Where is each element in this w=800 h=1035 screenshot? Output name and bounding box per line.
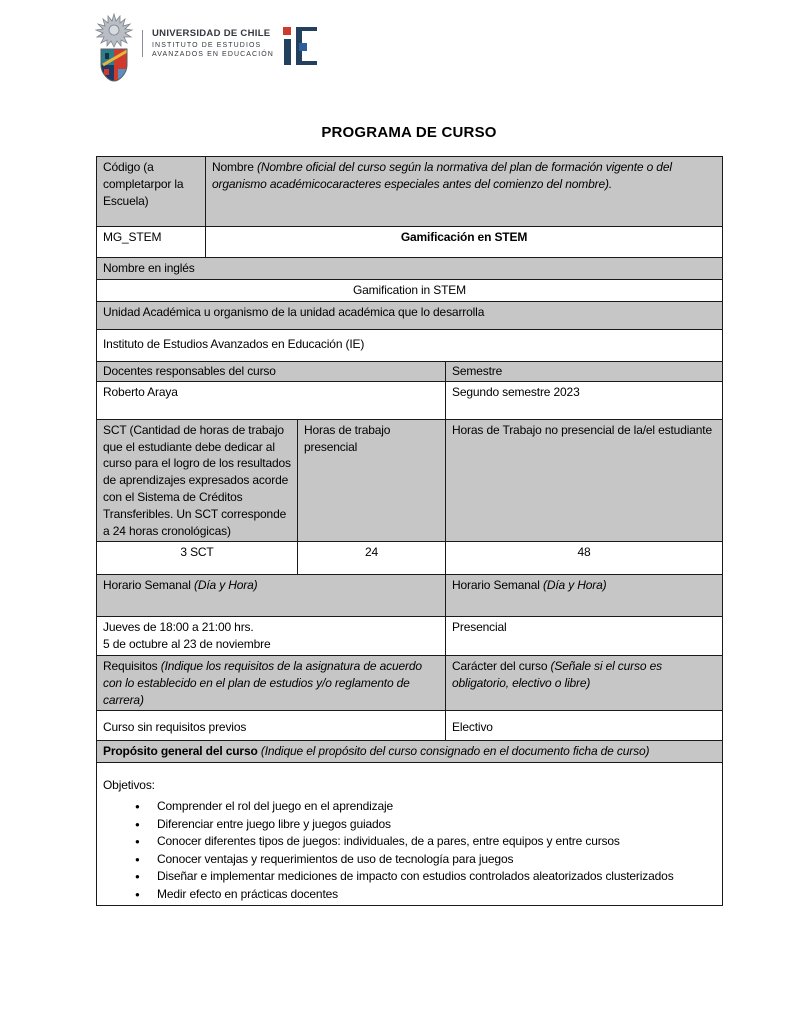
caracter-value: Electivo xyxy=(452,719,493,734)
bullet-icon: ● xyxy=(135,854,140,864)
objective-text: Medir efecto en prácticas docentes xyxy=(157,886,338,901)
codigo-value-cell xyxy=(97,227,206,258)
ie-logo-icon xyxy=(283,27,323,69)
proposito-value-cell xyxy=(97,763,723,906)
horas-no-presencial-value-cell xyxy=(446,542,723,575)
nombre-value-cell xyxy=(206,227,723,258)
horario-izquierda-value-line1: Jueves de 18:00 a 21:00 hrs. xyxy=(103,620,254,635)
requisitos-value-cell xyxy=(97,711,446,741)
horas-presencial-value-cell xyxy=(298,542,446,575)
horas-no-presencial-header-cell xyxy=(446,419,723,542)
bullet-icon: ● xyxy=(135,802,140,812)
institute-name-line1: INSTITUTO DE ESTUDIOS xyxy=(152,41,262,49)
page-title: PROGRAMA DE CURSO xyxy=(321,124,497,141)
horario-izquierda-value-cell xyxy=(97,617,446,656)
codigo-header-label: Código (a completarpor la Escuela) xyxy=(103,160,184,208)
codigo-header-cell xyxy=(97,157,206,227)
caracter-value-cell xyxy=(446,711,723,741)
docentes-header-cell xyxy=(97,362,446,382)
semestre-header-cell xyxy=(446,362,723,382)
horas-no-presencial-value: 48 xyxy=(577,545,591,560)
docentes-value: Roberto Araya xyxy=(103,384,178,399)
horario-izquierda-header-label: Horario Semanal xyxy=(103,578,194,593)
sct-value: 3 SCT xyxy=(180,545,214,560)
horario-derecha-value-cell xyxy=(446,617,723,656)
objective-text: Comprender el rol del juego en el aprendizaje xyxy=(157,799,394,814)
horario-izquierda-header-note: (Día y Hora) xyxy=(193,578,258,593)
horas-presencial-header-cell xyxy=(298,419,446,542)
proposito-header-note: (Indique el propósito del curso consignado en el documento ficha de curso) xyxy=(260,744,650,759)
horario-derecha-header-note: (Día y Hora) xyxy=(542,578,607,593)
bullet-icon: ● xyxy=(135,872,140,882)
objective-item xyxy=(103,816,716,834)
institute-name-line2: AVANZADOS EN EDUCACIÓN xyxy=(152,51,274,58)
horario-izquierda-value-line2: 5 de octubre al 23 de noviembre xyxy=(103,637,271,652)
nombre-ingles-value-cell xyxy=(97,280,723,302)
program-table xyxy=(96,156,723,906)
sct-value-cell xyxy=(97,542,298,575)
objective-item xyxy=(103,886,716,904)
bullet-icon: ● xyxy=(135,819,140,829)
objective-text: Conocer diferentes tipos de juegos: individuales, de a pares, entre equipos y entre cursos xyxy=(157,834,620,849)
objective-item xyxy=(103,798,716,816)
objective-text: Diseñar e implementar mediciones de impacto con estudios controlados aleatorizados clusterizados xyxy=(157,869,674,884)
objective-text: Conocer ventajas y requerimientos de uso de tecnología para juegos xyxy=(157,851,514,866)
horas-presencial-value: 24 xyxy=(364,545,379,560)
objectives-list xyxy=(103,798,716,903)
codigo-value: MG_STEM xyxy=(103,230,162,244)
proposito-header-cell xyxy=(97,741,723,763)
unidad-value: Instituto de Estudios Avanzados en Educación (IE) xyxy=(103,337,365,351)
objective-item xyxy=(103,851,716,869)
objective-item xyxy=(103,833,716,851)
university-name: UNIVERSIDAD DE CHILE xyxy=(152,28,271,39)
horario-derecha-value: Presencial xyxy=(452,620,507,635)
nombre-value: Gamificación en STEM xyxy=(400,230,528,244)
horario-derecha-header-label: Horario Semanal xyxy=(452,578,543,593)
unidad-value-cell xyxy=(97,330,723,362)
requisitos-header-cell xyxy=(97,655,446,710)
unidad-header-cell xyxy=(97,302,723,330)
bullet-icon: ● xyxy=(135,837,140,847)
university-crest-icon xyxy=(95,13,133,83)
requisitos-header-label: Requisitos xyxy=(103,658,161,673)
docentes-value-cell xyxy=(97,381,446,419)
nombre-header-note: (Nombre oficial del curso según la normativa del plan de formación vigente o del organismo académicocaracteres especiales antes del comienzo del nombre). xyxy=(212,160,672,191)
nombre-ingles-header-cell xyxy=(97,258,723,280)
semestre-value: Segundo semestre 2023 xyxy=(452,384,580,399)
shield-icon xyxy=(101,49,127,81)
nombre-header-cell xyxy=(206,157,723,227)
semestre-header: Semestre xyxy=(452,364,503,378)
horas-presencial-header: Horas de trabajo presencial xyxy=(304,422,391,454)
sct-header: SCT (Cantidad de horas de trabajo que el estudiante debe dedicar al curso para el logro de los resultados de aprendizajes expresados acorde con el Sistema de Créditos Transferibles. Un SCT corresponde a 24 horas cronológicas) xyxy=(103,422,291,538)
sunburst-icon xyxy=(96,14,132,47)
logo-text xyxy=(152,29,274,61)
nombre-ingles-value: Gamification in STEM xyxy=(352,283,467,297)
proposito-header-label: Propósito general del curso xyxy=(103,744,261,759)
horario-derecha-header-cell xyxy=(446,575,723,617)
docentes-header: Docentes responsables del curso xyxy=(103,364,276,378)
objective-text: Diferenciar entre juego libre y juegos guiados xyxy=(157,816,391,831)
objetivos-label: Objetivos: xyxy=(103,778,155,793)
caracter-header-cell xyxy=(446,655,723,710)
university-logo xyxy=(0,0,800,72)
requisitos-header-note: (Indique los requisitos de la asignatura de acuerdo con lo establecido en el plan de estudios y/o reglamento de carrera) xyxy=(103,658,422,707)
horario-izquierda-header-cell xyxy=(97,575,446,617)
unidad-header: Unidad Académica u organismo de la unidad académica que lo desarrolla xyxy=(103,305,485,319)
semestre-value-cell xyxy=(446,381,723,419)
caracter-header-label: Carácter del curso xyxy=(452,658,551,673)
bullet-icon: ● xyxy=(135,889,140,899)
nombre-ingles-header: Nombre en inglés xyxy=(103,261,195,275)
horas-no-presencial-header: Horas de Trabajo no presencial de la/el estudiante xyxy=(452,422,713,437)
caracter-header-note: (Señale si el curso es obligatorio, electivo o libre) xyxy=(452,658,662,690)
logo-divider xyxy=(142,30,143,57)
nombre-header-label: Nombre xyxy=(212,160,257,174)
sct-header-cell xyxy=(97,419,298,542)
objective-item xyxy=(103,868,716,886)
requisitos-value: Curso sin requisitos previos xyxy=(103,719,247,734)
